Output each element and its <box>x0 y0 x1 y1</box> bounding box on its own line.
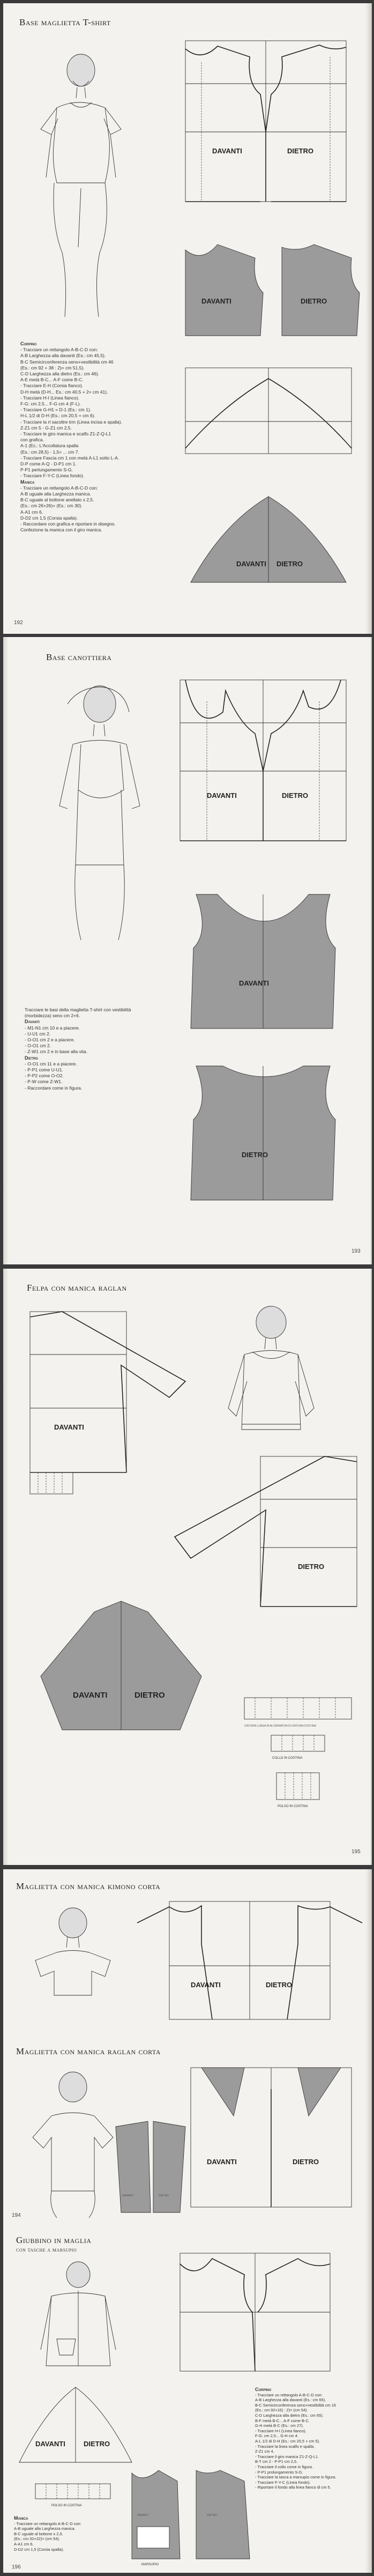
instruction-line: - Tracciare la tasca a marsupio come in figura. <box>255 2475 336 2480</box>
page-title: Maglietta con manica kimono corta <box>16 1881 161 1891</box>
instruction-line: - Tracciare il collo come in figura. <box>255 2464 313 2469</box>
page-title: Base maglietta T-shirt <box>19 17 111 27</box>
piece-label-front: DAVANTI <box>239 979 269 987</box>
instruction-line: - Tracciare E-H (Corsia fianco). <box>20 383 84 389</box>
instructions-heading-sleeve: Manica <box>14 2515 28 2521</box>
instructions <box>25 1007 169 1091</box>
jacket-pieces <box>126 2462 266 2570</box>
instruction-line: Confezione la manica con il giro manica. <box>20 527 102 533</box>
instructions-heading: Corpino <box>255 2387 272 2392</box>
instruction-line: - Tracciare la linea scalfo e spalla. <box>255 2444 315 2449</box>
instruction-line: D-D2 cm 1,5 (Corsia spalla). <box>20 515 78 521</box>
pocket-label: MARSUPIO <box>141 2563 159 2566</box>
instruction-line: B-T cm 2 - P-P1 cm 2,5. <box>255 2459 298 2464</box>
instruction-line: A-B Larghezza alla davanti (Es.: cm 45,5). <box>20 353 106 359</box>
page-number: 194 <box>12 2212 21 2218</box>
sleeve-label-front: DAVANTI <box>35 2440 65 2448</box>
page-number: 196 <box>12 2564 21 2570</box>
instruction-line: Tracciare le basi della maglietta T-shirt con vestibilità <box>25 1007 131 1012</box>
page-title: Base canottiera <box>46 652 112 662</box>
instruction-line: - Raccordare come in figura. <box>25 1085 83 1091</box>
sleeve-draft <box>180 357 357 464</box>
page-binding <box>365 1869 371 2223</box>
instruction-line: Davanti <box>25 1019 40 1025</box>
instruction-line: P-P1 perlungamento S-G. <box>20 467 73 473</box>
sleeve-label-front: DAVANTI <box>73 1691 108 1700</box>
instruction-line: A-1 (Ec.: L'Accollatura spalla <box>20 443 79 449</box>
piece-label-back: DIETRO <box>301 297 327 305</box>
instruction-line: - O-O1 cm 2. <box>25 1043 51 1049</box>
raglan-sleeve-piece <box>19 1590 223 1751</box>
instruction-line: A-B uguale alla Larghezza manica. <box>20 491 91 497</box>
instruction-line: - U-U1 cm 2. <box>25 1031 51 1037</box>
page-binding <box>365 3 371 634</box>
draft-label-front: DAVANTI <box>54 1423 84 1431</box>
instructions-heading: Corpino <box>20 341 37 346</box>
draft-label-back: DIETRO <box>298 1563 325 1571</box>
fashion-figure-tanktop <box>35 683 159 951</box>
instruction-line: A-A1 cm 6. <box>20 509 43 515</box>
draft-label-front-2: DAVANTI <box>207 2158 237 2166</box>
section-title-2: Maglietta con manica raglan corta <box>16 2046 161 2056</box>
instruction-line: - Tracciare G-H1 = D-1 (Es.: cm 1). <box>20 407 92 413</box>
instruction-line: B-C uguale al bottone anellato x 2,5. <box>20 497 94 503</box>
instruction-line: - Tracciare un rettangolo A-B-C-D con: <box>255 2392 323 2397</box>
draft-label-front: DAVANTI <box>207 791 237 800</box>
page-binding <box>3 637 9 1264</box>
tanktop-back-piece <box>180 1055 346 1211</box>
page-number: 195 <box>351 1849 361 1855</box>
kimono-draft <box>137 1891 362 2030</box>
sleeve-label-back: DIETRO <box>276 560 303 568</box>
instruction-line: D-P come A-Q - D-P1 cm 1. <box>20 461 77 467</box>
instruction-line: C-D Larghezza alla dietro (Es.: cm 46). <box>20 371 99 377</box>
jacket-draft <box>137 2242 362 2382</box>
instruction-line: - Tracciare un rettangolo A-B-C-D con: <box>20 347 98 353</box>
page-195 <box>3 1269 372 1865</box>
raglan-short-draft <box>185 2057 362 2218</box>
instruction-line: - Tracciare F-Y-C (Linea fondo). <box>20 473 85 479</box>
page-194 <box>3 1869 372 2223</box>
instruction-line: - Tracciare F-Y-C (Linea fondo). <box>255 2479 311 2485</box>
instruction-line: - P-P1 prolungamento S-G. <box>255 2469 303 2475</box>
page-subtitle: con tasche a marsupio <box>16 2247 77 2253</box>
draft-label-front: DAVANTI <box>191 1981 221 1989</box>
instruction-line: D-D2 cm 1,5 (Corsia spalla). <box>14 2547 64 2552</box>
sleeve-label-front: DAVANTI <box>236 560 266 568</box>
page-title: Giubbino in maglia <box>16 2235 92 2245</box>
fashion-figure-jacket <box>35 2259 121 2371</box>
instruction-line: - P-W come Z-W1. <box>25 1079 63 1085</box>
instruction-line: C-D Larghezza alla dietro (Es.: cm 65). <box>255 2412 324 2418</box>
instruction-line: - M1-N1 cm 10 e a piacere. <box>25 1025 80 1031</box>
piece-label-back: DIETRO <box>242 1151 268 1159</box>
bodice-pieces <box>180 234 362 346</box>
instruction-line: A-A1 cm 6. <box>14 2541 34 2547</box>
tanktop-front-piece <box>180 884 346 1039</box>
instruction-line: - Riportare il fondo alla linea fianco di cm 5. <box>255 2485 331 2490</box>
raglan-sleeve-short <box>110 2116 191 2218</box>
instruction-line: - Tracciare le giro manica e scalfo Z1-Z-Q-L1 <box>20 431 111 437</box>
fashion-figure-kimono <box>25 1901 121 1998</box>
instruction-line: - P-P1 come U-U1. <box>25 1067 63 1073</box>
instructions <box>20 341 170 534</box>
sleeve-label-back: DIETRO <box>134 1691 165 1700</box>
draft-label-front: DAVANTI <box>212 147 242 155</box>
draft-label-back: DIETRO <box>282 791 309 800</box>
instruction-line: (Es.: cm 26+26)= (Es.: cm 30). <box>20 503 83 509</box>
instruction-line: B-C Semicirconferenza seno+vestibilità cm 16 <box>255 2402 336 2408</box>
instruction-line: B-F metà B-C... A-F come B-C. <box>255 2418 310 2423</box>
instruction-line: - O-O1 cm 2 e a piacere. <box>25 1037 75 1043</box>
instruction-line: Z-Z1 cm 5 - G-Z1 cm 2,5. <box>20 425 72 431</box>
instruction-line: - Raccordare con grafica e riportare in disegno. <box>20 521 116 527</box>
page-number: 192 <box>14 620 23 626</box>
rib-label-collar: COLLO IN COSTINA <box>272 1757 303 1760</box>
instruction-line: - P-P2 come O-O2. <box>25 1073 64 1079</box>
rib-pieces <box>239 1692 362 1842</box>
sleeve-label-front: DAVANTI <box>122 2194 133 2197</box>
draft-label-back: DIETRO <box>266 1981 293 1989</box>
instruction-line: A-L 1/2 di D-H (Es.: cm 20,5 + cm 5). <box>255 2438 320 2444</box>
piece-label-front: DAVANTI <box>137 2514 148 2517</box>
instruction-line: (morbidezza) seno cm 2+6. <box>25 1013 80 1019</box>
rib-label-hem: CINTURA LUNGA IN ALTERNATIVA DI CINTURA COSTINA <box>244 1724 316 1728</box>
instruction-line: Dietro <box>25 1055 38 1061</box>
page-title: Felpa con manica raglan <box>27 1283 127 1293</box>
instruction-line: D-H metà (D-H... Es.: cm 40,5 + 2= cm 41). <box>20 389 108 395</box>
instruction-line: - O-O1 cm 11 e a piacere. <box>25 1061 77 1067</box>
page-number: 193 <box>351 1248 361 1254</box>
instruction-line: - Tracciare il giro manica Z1-Z-Q-L1. <box>255 2454 319 2459</box>
instruction-line: F-G: cm 2,5... G-H cm 4. <box>255 2433 298 2439</box>
instruction-line: (Es.: cm 92 + 38 : 2)= cm 51,5). <box>20 365 85 371</box>
page-193 <box>3 637 372 1264</box>
instructions-sleeve <box>14 2516 126 2552</box>
piece-label-front: DAVANTI <box>201 297 231 305</box>
instruction-line: A-E metà B-C... A-F come B-C. <box>20 377 84 383</box>
instruction-line: con grafica. <box>20 437 44 443</box>
page-192 <box>3 3 372 634</box>
instruction-line: - Z-W1 cm 2 e in base alla vita. <box>25 1049 88 1055</box>
instruction-line: - Tracciare un rettangolo A-B-C-D con: <box>20 485 98 491</box>
instruction-line: F-G: cm 2,5... F-G cm 4 (F-L). <box>20 401 81 407</box>
instruction-line: (Es.: cm 32+22)= (cm 54). <box>14 2536 60 2542</box>
cuff-label: POLSO IN COSTINA <box>51 2504 82 2507</box>
instruction-line: Manica <box>20 479 35 485</box>
piece-label-back: DIETRO <box>207 2514 217 2517</box>
jacket-cuff <box>30 2478 116 2511</box>
instruction-line: - Tracciare H-I (Linea fianco). <box>20 395 80 401</box>
page-196 <box>3 2226 372 2573</box>
instruction-line: Z-Z1 cm 4. <box>255 2449 274 2454</box>
instruction-line: G-H metà B-C (Es.: cm 27). <box>255 2423 304 2429</box>
instruction-line: A-B Larghezza alla davanti (Es.: cm 65). <box>255 2397 326 2403</box>
instruction-line: B-C Semicirconferenza seno+vestibilità cm 46 <box>20 359 114 365</box>
tanktop-draft <box>175 658 357 868</box>
instruction-line: - Tracciare H-I (Linea fianco). <box>255 2428 306 2433</box>
instruction-line: - Tracciare un rettangolo A-B-C-D con: <box>14 2521 81 2526</box>
page-binding <box>3 1269 9 1865</box>
instruction-line: - Tracciare Fascia cm 1 con metà A-L1 sotto L-A. <box>20 455 119 461</box>
sleeve-label-back: DIETRO <box>84 2440 110 2448</box>
instruction-line: (Es.: cm 28,5) - 1,5= ... cm 7. <box>20 449 79 455</box>
instruction-line: A-B uguale alla Larghezza manica. <box>14 2526 76 2531</box>
instruction-line: H-L 1/2 di D-H (Es.: cm 20,5 + cm 6). <box>20 413 95 419</box>
instruction-line: - Tracciare la rl sacoltre trm (Linea incisa e spalla). <box>20 419 122 425</box>
rib-label-cuff: POLSO IN COSTINA <box>278 1805 308 1808</box>
sleeve-piece <box>180 475 357 598</box>
draft-label-back-2: DIETRO <box>293 2158 319 2166</box>
instruction-line: (Es.: cm 92+16) : 2)= (cm 54). <box>255 2408 308 2413</box>
sleeve-label-back: DIETRO <box>159 2194 169 2197</box>
draft-label-back: DIETRO <box>287 147 314 155</box>
fashion-figure-tshirt <box>25 49 143 328</box>
fashion-figure-sweatshirt <box>212 1301 330 1467</box>
bodice-draft <box>180 25 357 228</box>
instruction-line: B-C uguale al bottone x 2,5. <box>14 2531 63 2536</box>
instructions <box>255 2387 368 2490</box>
jacket-sleeve <box>14 2377 137 2473</box>
